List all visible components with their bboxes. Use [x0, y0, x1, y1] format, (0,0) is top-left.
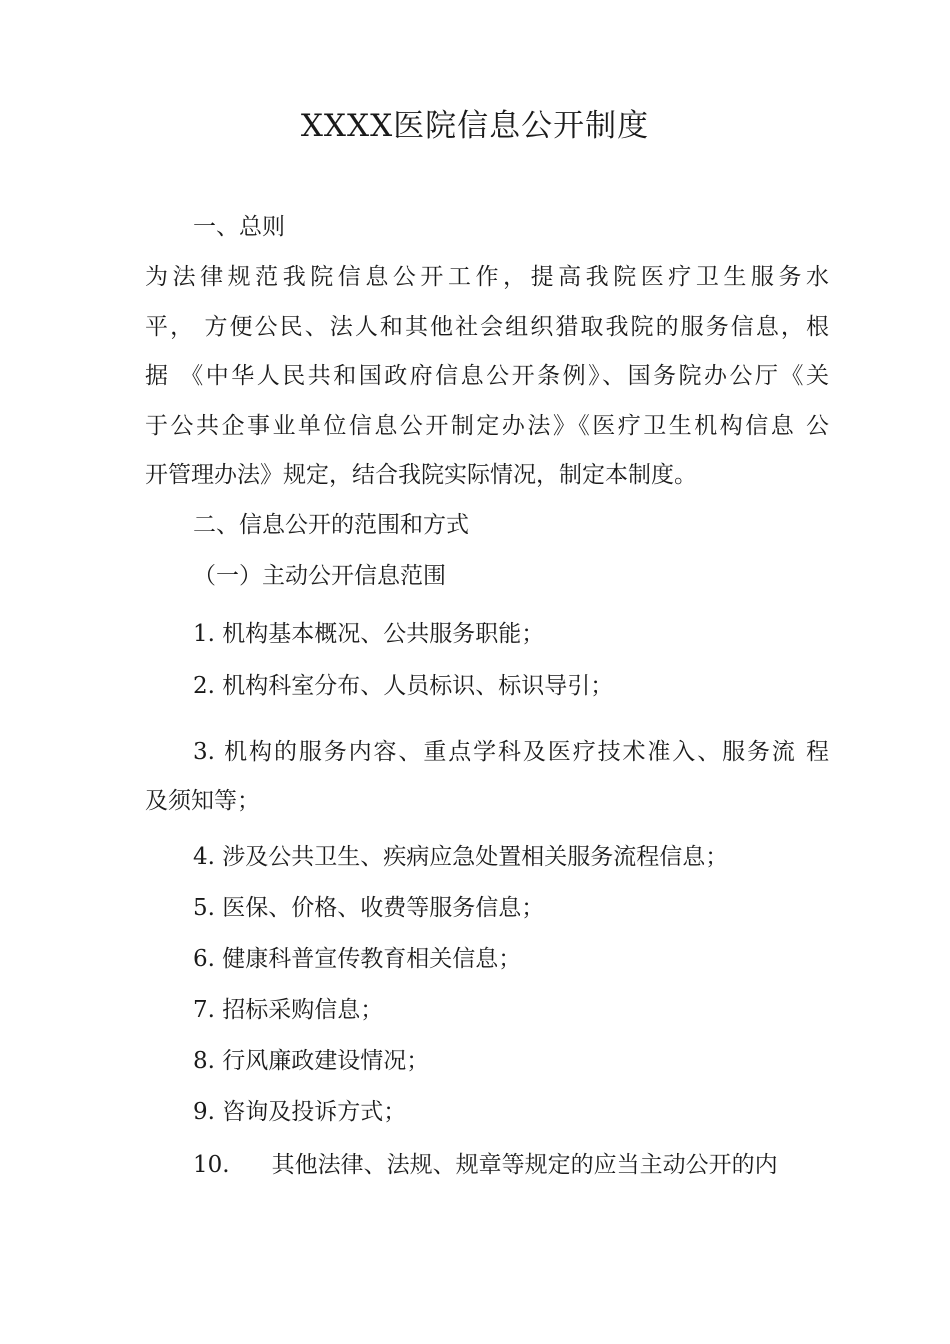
list-item: 6. 健康科普宣传教育相关信息； — [193, 946, 522, 972]
subsection-heading-active-disclosure: （一）主动公开信息范围 — [193, 563, 446, 589]
document-title: XXXX医院信息公开制度 — [300, 108, 650, 144]
list-item: 8. 行风廉政建设情况； — [193, 1048, 430, 1074]
paragraph-line: 据 《中华人民共和国政府信息公开条例》、国务院办公厅《关 — [145, 363, 829, 389]
list-item-number: 10. — [193, 1152, 230, 1178]
paragraph-line: 开管理办法》规定，结合我院实际情况，制定本制度。 — [145, 462, 697, 488]
list-item: 5. 医保、价格、收费等服务信息； — [193, 895, 545, 921]
list-item: 2. 机构科室分布、人员标识、标识导引； — [193, 673, 614, 699]
list-item-continuation: 及须知等； — [145, 788, 260, 814]
list-item-text: 其他法律、法规、规章等规定的应当主动公开的内 — [271, 1152, 778, 1178]
list-item: 3. 机构的服务内容、重点学科及医疗技术准入、服务流 程 — [193, 739, 829, 765]
section-heading-general: 一、总则 — [193, 214, 285, 240]
paragraph-line: 于公共企事业单位信息公开制定办法》《医疗卫生机构信息 公 — [145, 413, 829, 439]
list-item: 9. 咨询及投诉方式； — [193, 1099, 407, 1125]
list-item: 1. 机构基本概况、公共服务职能； — [193, 621, 545, 647]
section-heading-scope: 二、信息公开的范围和方式 — [193, 512, 469, 538]
paragraph-line: 为法律规范我院信息公开工作，提高我院医疗卫生服务水 — [145, 264, 829, 290]
list-item: 7. 招标采购信息； — [193, 997, 384, 1023]
list-item: 4. 涉及公共卫生、疾病应急处置相关服务流程信息； — [193, 844, 729, 870]
paragraph-line: 平， 方便公民、法人和其他社会组织猎取我院的服务信息，根 — [145, 314, 829, 340]
list-item — [193, 1150, 778, 1180]
